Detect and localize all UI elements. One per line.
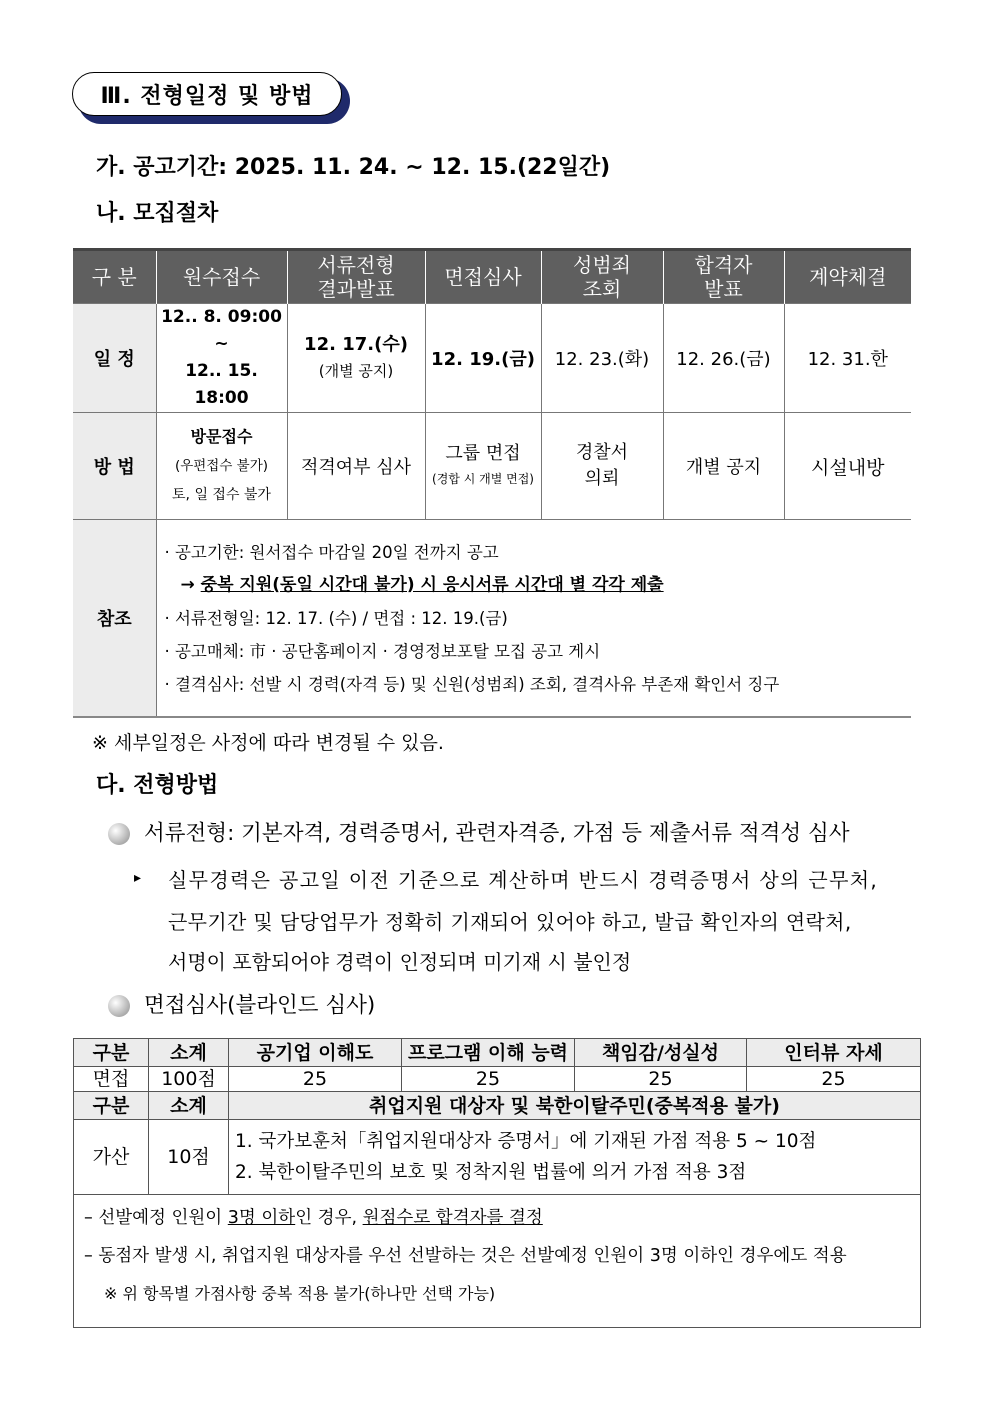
bonus-header-title: 취업지원 대상자 및 북한이탈주민(중복적용 불가) (229, 1092, 921, 1120)
heading-recruitment-procedure: 나. 모집절차 (96, 201, 219, 226)
schedule-table (73, 248, 911, 718)
reference-line-emphasis: → 중복 지원(동일 시간대 불가) 시 응시서류 시간대 별 각각 제출 (180, 574, 664, 595)
score-note: ※ 위 항목별 가점사항 중복 적용 불가(하나만 선택 가능) (104, 1284, 496, 1303)
header-document-result: 서류전형 결과발표 (287, 250, 425, 304)
schedule-application: 12.. 8. 09:00 ~ 12.. 15. 18:00 (156, 304, 287, 413)
bonus-line: 1. 국가보훈처「취업지원대상자 증명서」에 기재된 가점 적용 5 ~ 10점 (235, 1131, 817, 1152)
header-criminal-check: 성범죄 조회 (541, 250, 663, 304)
score-header-criterion: 공기업 이해도 (229, 1039, 402, 1067)
score-header-criterion: 책임감/성실성 (575, 1039, 747, 1067)
header-final-result: 합격자 발표 (663, 250, 784, 304)
schedule-row (73, 304, 911, 413)
score-table (73, 1038, 921, 1328)
reference-notes (156, 520, 911, 718)
score-subtotal: 100점 (149, 1067, 229, 1092)
bonus-subtotal: 10점 (149, 1120, 229, 1195)
schedule-contract: 12. 31.한 (784, 304, 911, 413)
method-contract: 시설내방 (784, 413, 911, 520)
reference-row (73, 520, 911, 718)
bonus-header-subtotal: 소계 (149, 1092, 229, 1120)
row-label-schedule: 일 정 (73, 304, 156, 413)
score-value: 25 (575, 1067, 747, 1092)
reference-line: · 서류전형일: 12. 17. (수) / 면접 : 12. 19.(금) (164, 608, 508, 628)
doc-detail-line: 근무기간 및 담당업무가 정확히 기재되어 있어야 하고, 발급 확인자의 연락처, (168, 910, 852, 934)
score-header-category: 구분 (74, 1039, 149, 1067)
method-document-result: 적격여부 심사 (287, 413, 425, 520)
document-screening-item (108, 816, 850, 847)
document-screening-text: 서류전형: 기본자격, 경력증명서, 관련자격증, 가점 등 제출서류 적격성 심사 (144, 821, 850, 846)
bonus-line: 2. 북한이탈주민의 보호 및 정착지원 법률에 의거 가점 적용 3점 (235, 1162, 747, 1183)
score-header-row (74, 1039, 921, 1067)
score-value: 25 (229, 1067, 402, 1092)
row-label-reference: 참조 (73, 520, 156, 718)
score-value: 25 (402, 1067, 575, 1092)
method-interview: 그룹 면접 (경합 시 개별 면접) (425, 413, 541, 520)
bullet-sphere-icon (108, 823, 130, 845)
schedule-header-row (73, 250, 911, 304)
heading-announcement-period: 가. 공고기간: 2025. 11. 24. ~ 12. 15.(22일간) (96, 155, 611, 180)
bullet-sphere-icon (108, 995, 130, 1017)
row-label-method: 방 법 (73, 413, 156, 520)
schedule-criminal-check: 12. 23.(화) (541, 304, 663, 413)
schedule-document-result: 12. 17.(수) (개별 공지) (287, 304, 425, 413)
score-category: 면접 (74, 1067, 149, 1092)
doc-detail-line: 서명이 포함되어야 경력이 인정되며 미기재 시 불인정 (168, 950, 632, 974)
heading-selection-method: 다. 전형방법 (96, 773, 219, 798)
method-application: 방문접수 (우편접수 불가) 토, 일 접수 불가 (156, 413, 287, 520)
method-final-result: 개별 공지 (663, 413, 784, 520)
bonus-row (74, 1120, 921, 1195)
triangle-bullet-icon: ▸ (134, 870, 142, 886)
header-contract: 계약체결 (784, 250, 911, 304)
method-criminal-check: 경찰서 의뢰 (541, 413, 663, 520)
bonus-category: 가산 (74, 1120, 149, 1195)
schedule-change-note: ※ 세부일정은 사정에 따라 변경될 수 있음. (92, 732, 444, 754)
doc-detail-line: 실무경력은 공고일 이전 기준으로 계산하며 반드시 경력증명서 상의 근무처, (168, 868, 879, 892)
score-header-criterion: 인터뷰 자세 (747, 1039, 921, 1067)
interview-score-row (74, 1067, 921, 1092)
bonus-header-row (74, 1092, 921, 1120)
bonus-header-category: 구분 (74, 1092, 149, 1120)
bonus-details (229, 1120, 921, 1195)
interview-heading: 면접심사(블라인드 심사) (144, 993, 376, 1018)
section-title-badge (72, 72, 350, 122)
reference-line: · 결격심사: 선발 시 경력(자격 등) 및 신원(성범죄) 조회, 결격사유 부존재 확인서 징구 (164, 674, 780, 694)
score-header-subtotal: 소계 (149, 1039, 229, 1067)
score-notes-row (74, 1195, 921, 1328)
section-title: Ⅲ. 전형일정 및 방법 (72, 72, 342, 116)
schedule-final-result: 12. 26.(금) (663, 304, 784, 413)
method-row (73, 413, 911, 520)
schedule-interview: 12. 19.(금) (425, 304, 541, 413)
score-value: 25 (747, 1067, 921, 1092)
header-interview: 면접심사 (425, 250, 541, 304)
reference-line: · 공고매체: 市 · 공단홈페이지 · 경영정보포탈 모집 공고 게시 (164, 641, 601, 661)
header-application: 원수접수 (156, 250, 287, 304)
score-note: – 동점자 발생 시, 취업지원 대상자를 우선 선발하는 것은 선발예정 인원이 3명 이하인 경우에도 적용 (84, 1246, 847, 1266)
score-notes (74, 1195, 921, 1328)
interview-item (108, 988, 375, 1019)
score-header-criterion: 프로그램 이해 능력 (402, 1039, 575, 1067)
score-note: – 선발예정 인원이 3명 이하인 경우, 원점수로 합격자를 결정 (84, 1208, 543, 1228)
reference-line: · 공고기한: 원서접수 마감일 20일 전까지 공고 (164, 542, 499, 562)
header-label: 구 분 (73, 250, 156, 304)
